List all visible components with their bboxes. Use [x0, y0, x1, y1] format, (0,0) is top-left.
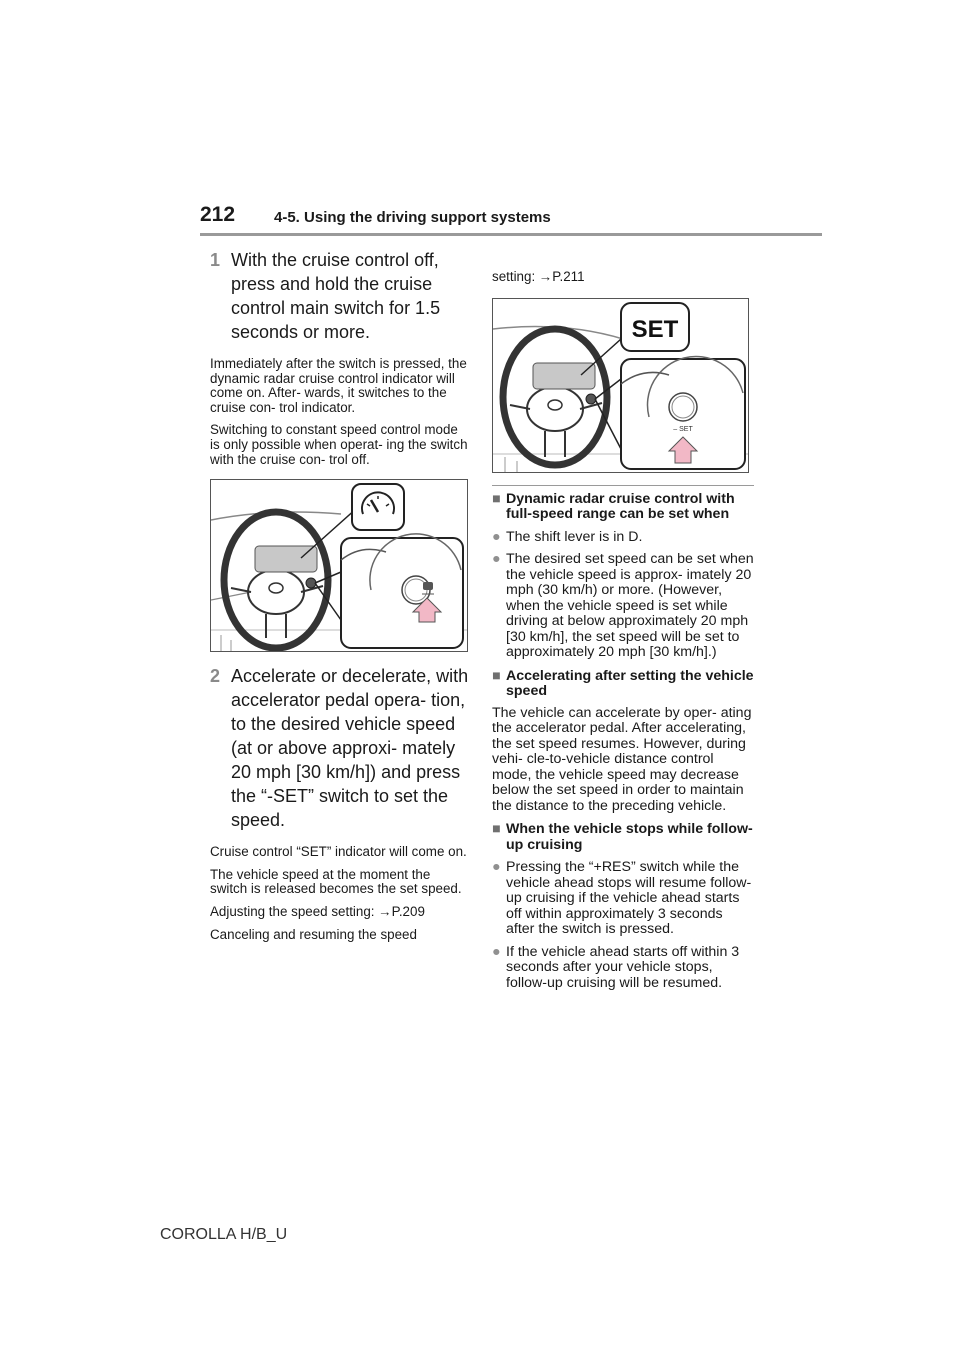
heading-square-icon: ■ [492, 490, 501, 507]
heading-full-speed [492, 492, 754, 523]
paragraph-cancel-resume: Canceling and resuming the speed [210, 926, 417, 942]
right-column [492, 248, 754, 991]
bullet-auto-resume [492, 945, 754, 992]
paragraph-indicator: Immediately after the switch is pressed, the dynamic radar cruise control indicator will come on. After- wards, it switches to the cruise con- trol indicator. [210, 356, 467, 415]
set-switch-label: – SET [673, 425, 693, 433]
bullet-dot-icon: ● [492, 528, 501, 545]
paragraph-set-speed: The vehicle speed at the moment the switch is released becomes the set speed. [210, 866, 462, 897]
step-2-number: 2 [210, 666, 221, 687]
heading-accelerating-text: Accelerating after setting the vehicle speed [506, 667, 754, 700]
set-switch-illustration [493, 299, 748, 472]
heading-square-icon: ■ [492, 667, 501, 684]
bullet-dot-icon: ● [492, 551, 501, 568]
paragraph-continued: setting: →P.211 [492, 269, 585, 284]
heading-vehicle-stops-text: When the vehicle stops while follow-up cruising [506, 821, 753, 853]
heading-vehicle-stops [492, 822, 754, 853]
step-2-text: Accelerate or decelerate, with accelerator pedal opera- tion, to the desired vehicle speed (at or above approxi- mately 20 mph [30 km/h]) and press the “-SET” switch to set the speed. [231, 666, 469, 831]
bullet-res-switch-text: Pressing the “+RES” switch while the vehicle ahead stops will resume follow-up cruising if the vehicle ahead starts off within approximately 3 seconds after the switch is pressed. [506, 859, 752, 938]
bullet-dot-icon: ● [492, 943, 501, 960]
steering-wheel-illustration [211, 480, 467, 651]
header-rule [200, 233, 822, 236]
paragraph-accelerating: The vehicle can accelerate by oper- ating the accelerator pedal. After accelerating, the set speed resumes. However, during vehi- cle-to-vehicle distance control mode, the vehicle speed may decrease below the set speed in order to maintain the distance to the preceding vehicle. [492, 704, 752, 814]
bullet-shift-lever [492, 530, 754, 546]
bullet-set-speed [492, 552, 754, 661]
bullet-auto-resume-text: If the vehicle ahead starts off within 3 seconds after your vehicle stops, follow-up cruising will be resumed. [506, 943, 740, 991]
heading-full-speed-text: Dynamic radar cruise control with full-speed range can be set when [506, 490, 735, 523]
bullet-set-speed-text: The desired set speed can be set when the vehicle speed is approx- imately 20 mph (30 km/h) or more. (However, when the vehicle speed is set while driving at below approximately 20 mph [30 km/h], the set speed will be set to approximately 20 mph [30 km/h].) [506, 551, 754, 661]
bullet-dot-icon: ● [492, 859, 501, 876]
figure-main-switch [210, 479, 468, 652]
divider [492, 485, 754, 486]
left-column [210, 248, 470, 942]
bullet-shift-lever-text: The shift lever is in D. [506, 528, 643, 545]
set-callout-label: SET [631, 315, 679, 343]
heading-accelerating [492, 669, 754, 700]
bullet-res-switch [492, 860, 754, 938]
figure-set-switch [492, 298, 749, 473]
heading-square-icon: ■ [492, 821, 501, 838]
step-1-text: With the cruise control off, press and hold the cruise control main switch for 1.5 seconds or more. [231, 250, 441, 342]
step-2 [210, 664, 470, 832]
page-number: 212 [200, 203, 236, 226]
step-1 [210, 248, 470, 344]
footer-model: COROLLA H/B_U [160, 1226, 288, 1243]
section-title: 4-5. Using the driving support systems [274, 209, 551, 226]
page-header [200, 203, 822, 235]
paragraph-set-indicator: Cruise control “SET” indicator will come on. [210, 844, 467, 860]
paragraph-constant-speed: Switching to constant speed control mode is only possible when operat- ing the switch with the cruise con- trol off. [210, 422, 468, 467]
step-1-number: 1 [210, 250, 221, 270]
paragraph-adjust-speed: Adjusting the speed setting: →P.209 [210, 903, 425, 919]
